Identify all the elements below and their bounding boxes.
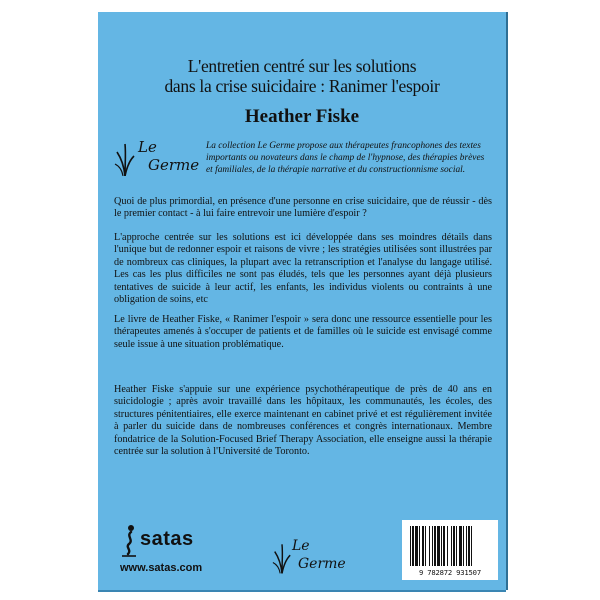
isbn-barcode [402, 520, 498, 580]
blurb-paragraph-2: L'approche centrée sur les solutions est ici développée dans ses moindres détails dans l'unique but de redonner espoir et raisons de vivre ; les stratégies utilisées sont illustrées par de nombreux cas cliniques, la plupart avec la retranscription et l'analyse du langage utilisé. Les cas les plus difficiles ne sont pas éludés, tels que les personnes ayant déjà plusieurs tentatives de suicide à leur actif, les enfants, les individus violents ou contraints à une obligation de soins, etc [114, 232, 492, 306]
book-title-line-2: dans la crise suicidaire : Ranimer l'espoir [164, 76, 440, 96]
isbn-number: 9 782872 931507 [419, 568, 481, 577]
grass-sprout-icon [272, 540, 292, 574]
grass-sprout-icon [114, 140, 136, 176]
imprint-le-text: Le [292, 538, 310, 554]
blurb-paragraph-1: Quoi de plus primordial, en présence d'une personne en crise suicidaire, que de réussir - dès le premier contact - à lui faire entrevoir une lumière d'espoir ? [114, 196, 492, 220]
logo-germe-text: Germe [148, 156, 200, 174]
publisher-name: satas [140, 528, 194, 550]
book-title [98, 56, 506, 96]
logo-le-text: Le [138, 138, 157, 156]
barcode-icon [408, 526, 492, 568]
book-author: Heather Fiske [244, 106, 360, 127]
book-title-line-1: L'entretien centré sur les solutions [187, 56, 417, 76]
book-back-cover [98, 12, 506, 590]
le-germe-collection-logo [114, 134, 206, 182]
satas-publisher-logo [120, 524, 230, 580]
publisher-url: www.satas.com [120, 562, 203, 574]
imprint-germe-text: Germe [298, 556, 346, 572]
blurb-paragraph-3: Le livre de Heather Fiske, « Ranimer l'espoir » sera donc une ressource essentielle pour les thérapeutes amenés à s'occuper de patients et de familles où le suicide est envisagé comme seule issue à une situation problématique. [114, 314, 492, 350]
author-bio-paragraph: Heather Fiske s'appuie sur une expérience psychothérapeutique de près de 40 ans en suicidologie ; après avoir travaillé dans les hôpitaux, les communautés, les écoles, des structures pénitentiaires, elle exerce maintenant en cabinet privé et est régulièrement invitée à parler du suicide dans de nombreuses conférences et congrès internationaux. Membre fondatrice de la Solution-Focused Brief Therapy Association, elle enseigne aussi la thérapie centrée sur la solution à l'Université de Toronto. [114, 384, 492, 458]
le-germe-imprint-logo [272, 536, 352, 580]
satas-figure-icon [120, 524, 140, 558]
collection-description: La collection Le Germe propose aux thérapeutes francophones des textes importants ou novateurs dans le champ de l'hypnose, des thérapies brèves et familiales, de la thérapie narrative et du constructionnisme social. [206, 141, 485, 175]
